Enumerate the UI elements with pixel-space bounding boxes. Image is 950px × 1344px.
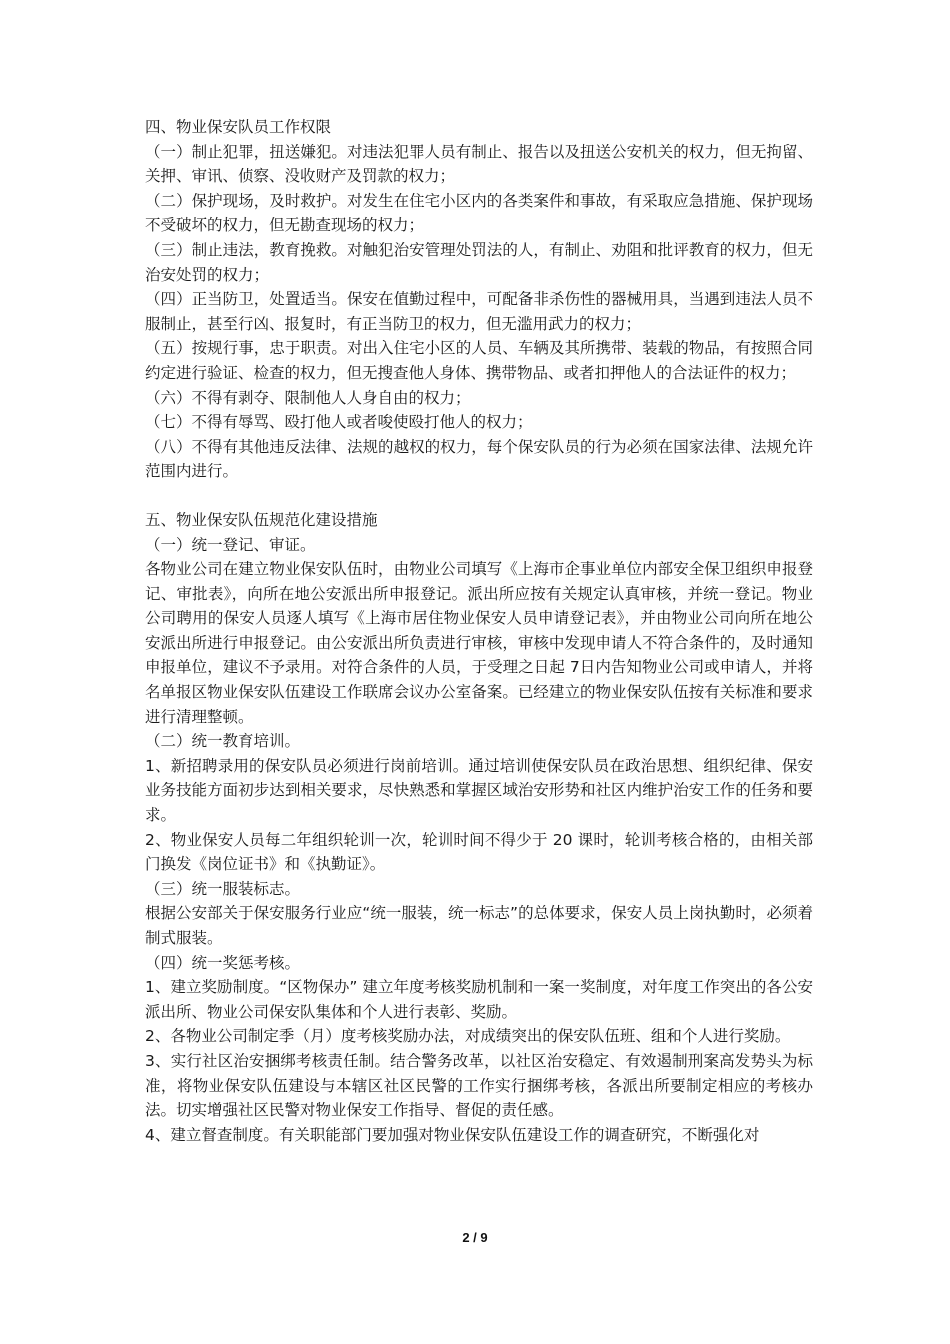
section-spacer — [145, 484, 813, 508]
section-5-paragraph-uniform: 根据公安部关于保安服务行业应“统一服装，统一标志”的总体要求，保安人员上岗执勤时，必须着制式服装。 — [145, 904, 813, 947]
section-5-assessment-item-2: 2、各物业公司制定季（月）度考核奖励办法，对成绩突出的保安队伍班、组和个人进行奖励。 — [145, 1027, 791, 1046]
section-5-assessment-item-3: 3、实行社区治安捆绑考核责任制。结合警务改革，以社区治安稳定、有效遏制刑案高发势头为标准，将物业保安队伍建设与本辖区社区民警的工作实行捆绑考核，各派出所要制定相应的考核办法。切实增强社区民警对物业保安工作指导、督促的责任感。 — [145, 1051, 813, 1120]
section-4-item-4: （四）正当防卫，处置适当。保安在值勤过程中，可配备非杀伤性的器械用具，当遇到违法人员不服制止，甚至行凶、报复时，有正当防卫的权力，但无滥用武力的权力； — [145, 290, 813, 333]
section-5-heading: 五、物业保安队伍规范化建设措施 — [145, 510, 378, 529]
section-5-assessment-item-4: 4、建立督查制度。有关职能部门要加强对物业保安队伍建设工作的调查研究，不断强化对 — [145, 1125, 760, 1144]
section-4-item-5: （五）按规行事，忠于职责。对出入住宅小区的人员、车辆及其所携带、装载的物品，有按照合同约定进行验证、检查的权力，但无搜查他人身体、携带物品、或者扣押他人的合法证件的权力； — [145, 339, 813, 382]
section-4-item-1: （一）制止犯罪，扭送嫌犯。对违法犯罪人员有制止、报告以及扭送公安机关的权力，但无拘留、关押、审讯、侦察、没收财产及罚款的权力； — [145, 142, 813, 186]
section-5-subheading-3: （三）统一服装标志。 — [145, 879, 301, 898]
section-4-item-8: （八）不得有其他违反法律、法规的越权的权力，每个保安队员的行为必须在国家法律、法规允许范围内进行。 — [145, 437, 813, 481]
section-5-subheading-1: （一）统一登记、审证。 — [145, 535, 316, 554]
section-4-item-2: （二）保护现场，及时救护。对发生在住宅小区内的各类案件和事故，有采取应急措施、保护现场不受破坏的权力，但无勘查现场的权力； — [145, 191, 813, 235]
section-5-paragraph-registration: 各物业公司在建立物业保安队伍时，由物业公司填写《上海市企事业单位内部安全保卫组织申报登记、审批表》，向所在地公安派出所申报登记。派出所应按有关规定认真审核，并统一登记。物业公司聘用的保安人员逐人填写《上海市居住物业保安人员申请登记表》，并由物业公司向所在地公安派出所进行申报登记。由公安派出所负责进行审核，审核中发现申请人不符合条件的，及时通知申报单位，建议不予录用。对符合条件的人员，于受理之日起 7日内告知物业公司或申请人，并将名单报区物业保安队伍建设工作联席会议办公室备案。已经建立的物业保安队伍按有关标准和要求进行清理整顿。 — [145, 560, 813, 726]
section-4-heading: 四、物业保安队员工作权限 — [145, 118, 332, 136]
section-4-item-7: （七）不得有辱骂、殴打他人或者唆使殴打他人的权力； — [145, 413, 533, 432]
section-5-assessment-item-1: 1、建立奖励制度。“区物保办” 建立年度考核奖励机制和一案一奖制度，对年度工作突出的各公安派出所、物业公司保安队集体和个人进行表彰、奖励。 — [145, 978, 813, 1021]
section-5-subheading-4: （四）统一奖惩考核。 — [145, 953, 301, 972]
section-5-training-item-1: 1、新招聘录用的保安队员必须进行岗前培训。通过培训使保安队员在政治思想、组织纪律、保安业务技能方面初步达到相关要求，尽快熟悉和掌握区域治安形势和社区内维护治安工作的任务和要求。 — [145, 756, 813, 825]
section-4-item-3: （三）制止违法，教育挽救。对触犯治安管理处罚法的人，有制止、劝阻和批评教育的权力，但无治安处罚的权力； — [145, 240, 813, 284]
section-5-training-item-2: 2、物业保安人员每二年组织轮训一次，轮训时间不得少于 20 课时，轮训考核合格的，由相关部门换发《岗位证书》和《执勤证》。 — [145, 830, 813, 874]
section-5-subheading-2: （二）统一教育培训。 — [145, 732, 301, 751]
document-body — [145, 115, 813, 1147]
page-number: 2 / 9 — [462, 1230, 488, 1245]
section-4-item-6: （六）不得有剥夺、限制他人人身自由的权力； — [145, 388, 471, 407]
